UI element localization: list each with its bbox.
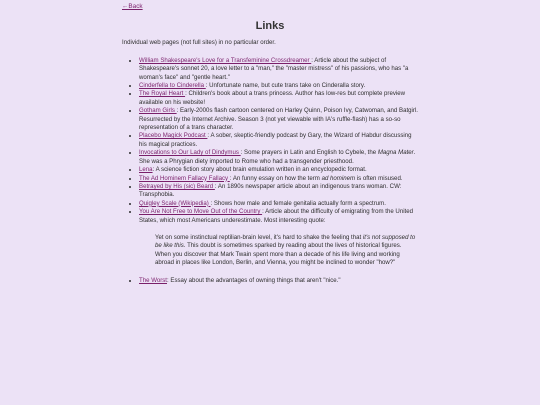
item-description: : Article about the difficulty of emigrating from the United States, which most Americans underestimate. Most interesting quote: [139,208,414,224]
quote-emphasis: it's not supposed to be like this [155,233,416,250]
item-description: is often misused. [355,174,403,182]
page-title: Links [255,20,285,33]
item-emphasis: ad hominem [321,174,356,182]
quote-part: . This doubt is sometimes sparked by reading about the lives of historical figures. When you discover that Mark Twain spent more than a decade of his life living and working abroad in places like London, Berlin, and Vienna, you might be inclined to wonder "how?" [155,242,402,267]
item-description: : Children's book about a trans princess. Author has low-res but complete preview available on his website! [139,90,406,106]
item-description: : An 1890s newspaper article about an indigenous trans woman. CW: Transphobia. [139,182,402,199]
links-list [122,57,418,285]
list-item [139,277,418,285]
intro-text: Individual web pages (not full sites) in no particular order. [122,39,276,47]
list-item [139,82,418,90]
link-shakespeare[interactable]: William Shakespeare's Love for a Transfeminine Crossdreamer [139,56,312,64]
item-description: : Unfortunate name, but cute trans take on Cinderalla story. [205,82,366,90]
link-lena[interactable]: Lena [139,166,153,174]
quote-part: Yet on some instinctual reptilian-brain level, it's hard to shake the feeling that [155,233,363,241]
list-item [139,166,418,174]
list-item [139,183,418,200]
list-item [139,57,418,82]
link-cinderfella[interactable]: Cinderfella to Cinderella [139,82,206,90]
item-description: : Some prayers in Latin and English to Cybele, the [240,149,378,157]
link-quigley-scale[interactable]: Quigley Scale (Wikipedia) [139,199,211,207]
list-item [139,208,418,267]
list-item [139,200,418,208]
item-description: : Early-2000s flash cartoon centered on Harley Quinn, Poison Ivy, Catwoman, and Batgirl. Resurrected by the Internet Archive. Season 3 (not yet viewable with IA's ruffle-flash) has a so-so representation of a trans character. [139,107,418,132]
list-item [139,149,418,166]
list-item [139,90,418,107]
link-not-free-to-move[interactable]: You Are Not Free to Move Out of the Country [139,208,263,216]
item-description: : A sober, skeptic-friendly podcast by Gary, the Wizard of Habdur discussing his magical practices. [139,132,412,148]
link-the-worst[interactable]: The Worst [139,276,167,284]
link-gotham-girls[interactable]: Gotham Girls [139,107,177,115]
quote-text [155,234,418,268]
item-description: : Shows how male and female genitalia actually form a spectrum. [210,199,386,207]
link-ad-hominem[interactable]: The Ad Hominem Fallacy Fallacy [139,174,230,182]
link-royal-heart[interactable]: The Royal Heart [139,90,186,98]
quote-block [155,234,418,268]
item-description: . She was a Phrygian diety imported to Rome who had a transgender priesthood. [139,149,416,165]
item-description: : Article about the subject of Shakespeare's sonnet 20, a love letter to a "man," the "master mistress" of his passions, who has "a woman's face" and "gentle heart." [139,56,409,81]
back-link[interactable]: ←Back [122,3,143,10]
item-emphasis: Magna Mater [377,149,414,157]
item-description: : Essay about the advantages of owning things that aren't "nice." [167,276,341,284]
item-description: : An funny essay on how the term [229,174,322,182]
page [122,0,418,285]
item-description: : A science fiction story about brain emulation written in an encyclopedic format. [152,166,367,174]
list-item [139,132,418,149]
list-item [139,107,418,132]
link-betrayed-beard[interactable]: Betrayed by His (sic) Beard [139,182,215,190]
list-item [139,175,418,183]
link-invocations[interactable]: Invocations to Our Lady of Dindymus [139,149,241,157]
link-placebo-magick[interactable]: Placebo Magick Podcast [139,132,208,140]
